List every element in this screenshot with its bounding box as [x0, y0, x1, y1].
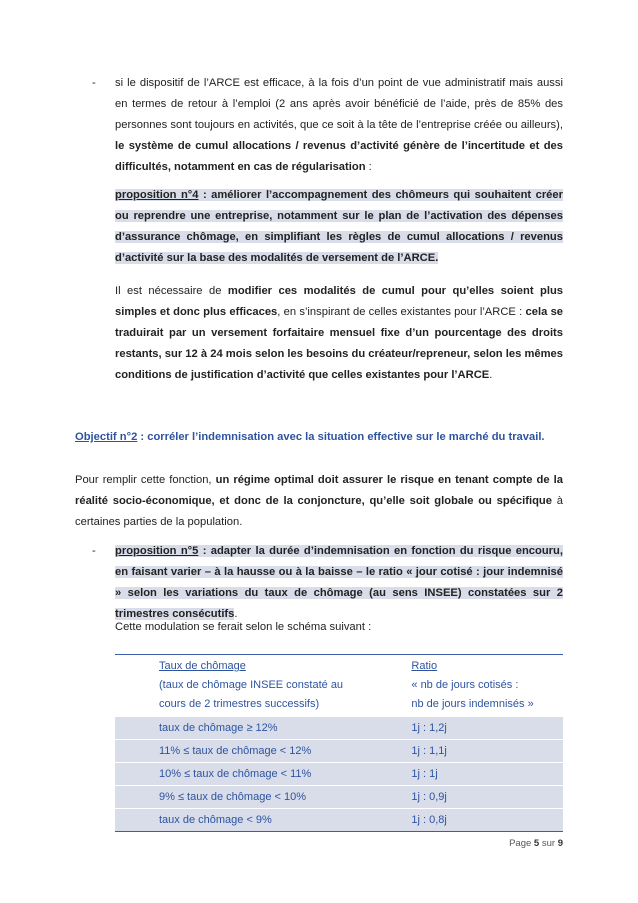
table-cell-ratio: 1j : 1,2j [389, 717, 563, 740]
header-taux [115, 655, 389, 717]
proposition-4-label: proposition n°4 [115, 189, 199, 201]
arce-text: si le dispositif de l’ARCE est efficace, à la fois d’un point de vue administratif mais aussi en termes de retour à l’emploi (2 ans après avoir bénéficié de l’aide, près de 85% des personnes sont toujours en activités, que ce soit à la tête de l’entreprise créée ou ailleurs), [115, 77, 563, 131]
modalites-text-e: . [489, 369, 493, 381]
header-ratio [389, 655, 563, 717]
arce-bold-text: le système de cumul allocations / revenus d’activité génère de l’incertitude et des difficultés, notamment en cas de régularisation [115, 140, 563, 173]
footer-page-total: 9 [557, 838, 563, 849]
table-row [115, 809, 563, 832]
modalites-bold-d: cela se traduirait par un versement forfaitaire mensuel fixe d’un pourcentage des droits restants, sur 12 à 24 mois selon les besoins du créateur/repreneur, selon les mêmes conditions de justification d’activité que celles existantes pour l’ARCE [115, 306, 564, 381]
modulation-table [115, 654, 563, 832]
bullet-dash: - [92, 545, 96, 557]
footer-page-number: 5 [533, 838, 540, 849]
modalites-text-c: , en s’inspirant de celles existantes pour l’ARCE : [277, 306, 526, 318]
paragraph-fonction [75, 470, 563, 533]
arce-text-end: : [365, 161, 372, 173]
proposition-4-text: : améliorer l’accompagnement des chômeurs qui souhaitent créer ou reprendre une entreprise, notamment sur le plan de l’activation des dépenses d’assurance chômage, en simplifiant les règles de cumul allocations / revenus d’activité sur la base des modalités de versement de l’ARCE. [115, 189, 563, 264]
modalites-bold-b: modifier ces modalités de cumul pour qu’elles soient plus simples et donc plus efficaces [115, 285, 563, 318]
header-ratio-sub1: « nb de jours cotisés : [411, 679, 519, 691]
proposition-5 [115, 541, 563, 625]
fonction-text-a: Pour remplir cette fonction, [75, 474, 216, 486]
bullet-dash: - [92, 77, 96, 89]
table-cell-rate: 10% ≤ taux de chômage < 11% [115, 763, 389, 786]
table-cell-ratio: 1j : 0,8j [389, 809, 563, 832]
table-cell-ratio: 1j : 0,9j [389, 786, 563, 809]
modalites-text-a: Il est nécessaire de [115, 285, 228, 297]
proposition-5-end: . [234, 608, 238, 620]
header-taux-sub2: cours de 2 trimestres successifs) [159, 698, 320, 710]
proposition-5-label: proposition n°5 [115, 545, 199, 557]
header-ratio-title: Ratio [411, 660, 438, 672]
proposition-5-text: : adapter la durée d’indemnisation en fonction du risque encouru, en faisant varier – à la hausse ou à la baisse – le ratio « jour cotisé : jour indemnisé » selon les variations du taux de chômage (au sens INSEE) constatées sur 2 trimestres consécutifs [115, 545, 563, 620]
fonction-text-c: à certaines parties de la population. [75, 495, 563, 528]
proposition-4 [115, 185, 563, 269]
table-row [115, 740, 563, 763]
table-cell-ratio: 1j : 1j [389, 763, 563, 786]
paragraph-modalites [115, 281, 563, 386]
header-ratio-sub2: nb de jours indemnisés » [411, 698, 534, 710]
table-row [115, 786, 563, 809]
footer-sur: sur [541, 838, 556, 849]
fonction-bold-b: un régime optimal doit assurer le risque en tenant compte de la réalité socio-économique, et donc de la conjoncture, qu’elle soit globale ou spécifique [75, 474, 564, 507]
objective-text: : corréler l’indemnisation avec la situation effective sur le marché du travail. [137, 431, 545, 443]
header-taux-sub1: (taux de chômage INSEE constaté au [159, 679, 344, 691]
table-cell-rate: taux de chômage ≥ 12% [115, 717, 389, 740]
objective-label: Objectif n°2 [75, 431, 138, 443]
table-cell-ratio: 1j : 1,1j [389, 740, 563, 763]
objective-heading [75, 427, 563, 448]
table-header-row [115, 655, 563, 717]
page-footer [509, 838, 563, 849]
table-cell-rate: 9% ≤ taux de chômage < 10% [115, 786, 389, 809]
table-cell-rate: 11% ≤ taux de chômage < 12% [115, 740, 389, 763]
header-taux-title: Taux de chômage [159, 660, 246, 672]
table-cell-rate: taux de chômage < 9% [115, 809, 389, 832]
paragraph-arce [115, 73, 563, 178]
table-row [115, 717, 563, 740]
footer-page-label: Page [509, 838, 532, 849]
table-row [115, 763, 563, 786]
modulation-text: Cette modulation se ferait selon le schéma suivant : [115, 621, 372, 633]
